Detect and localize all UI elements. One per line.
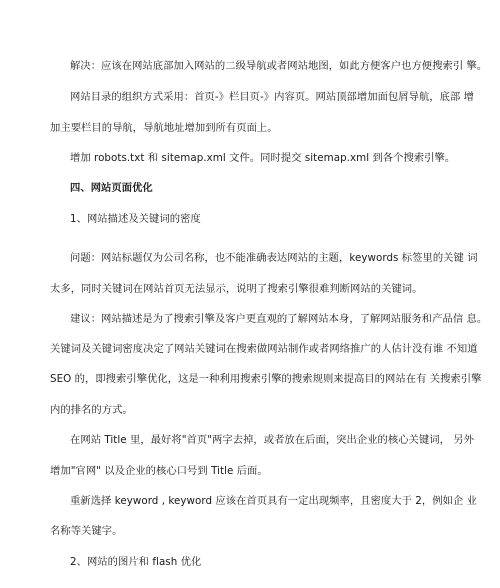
section-heading: 四、网站页面优化 — [70, 182, 153, 194]
paragraph-line: 太多，同时关键词在网站首页无法显示，说明了搜索引擎很难判断网站的关键词。 — [50, 283, 423, 295]
paragraph-line: 问题：网站标题仅为公司名称，也不能准确表达网站的主题，keywords 标签里的关键 词 — [70, 252, 478, 264]
paragraph-line: 内的排名的方式。 — [50, 404, 133, 416]
paragraph-line: 解决：应该在网站底部加入网站的二级导航或者网站地图，如此方便客户也方便搜索引 擎。 — [70, 60, 488, 72]
subsection-heading: 2、网站的图片和 flash 优化 — [70, 556, 202, 568]
paragraph-line: 增加 robots.txt 和 sitemap.xml 文件。同时提交 sitemap.xml 到各个搜索引擎。 — [70, 152, 456, 164]
paragraph-line: 名称等关键字。 — [50, 525, 123, 537]
paragraph-line: 重新选择 keyword , keyword 应该在首页具有一定出现频率，且密度大于 2，例如企 业 — [70, 495, 477, 507]
paragraph-line: 建议：网站描述是为了搜索引擎及客户更直观的了解网站本身，了解网站服务和产品信 息。 — [70, 313, 488, 325]
paragraph-line: 关键词及关键词密度决定了网站关键词在搜索做网站制作或者网络推广的人估计没有谁 不知道 — [50, 343, 478, 355]
paragraph-line: 在网站 Title 里，最好将"首页"两字去掉，或者放在后面，突出企业的核心关键词， 另外 — [70, 434, 474, 446]
paragraph-line: SEO 的，即搜索引擎优化，这是一种利用搜索引擎的搜索规则来提高目的网站在有 关搜索引擎 — [50, 373, 482, 385]
paragraph-line: 增加"官网" 以及企业的核心口号到 Title 后面。 — [50, 465, 268, 477]
paragraph-line: 网站目录的组织方式采用：首页-》栏目页-》内容页。网站顶部增加面包屑导航，底部 增 — [70, 91, 475, 103]
paragraph-line: 加主要栏目的导航，导航地址增加到所有页面上。 — [50, 122, 278, 134]
subsection-heading: 1、网站描述及关键词的密度 — [70, 213, 201, 225]
